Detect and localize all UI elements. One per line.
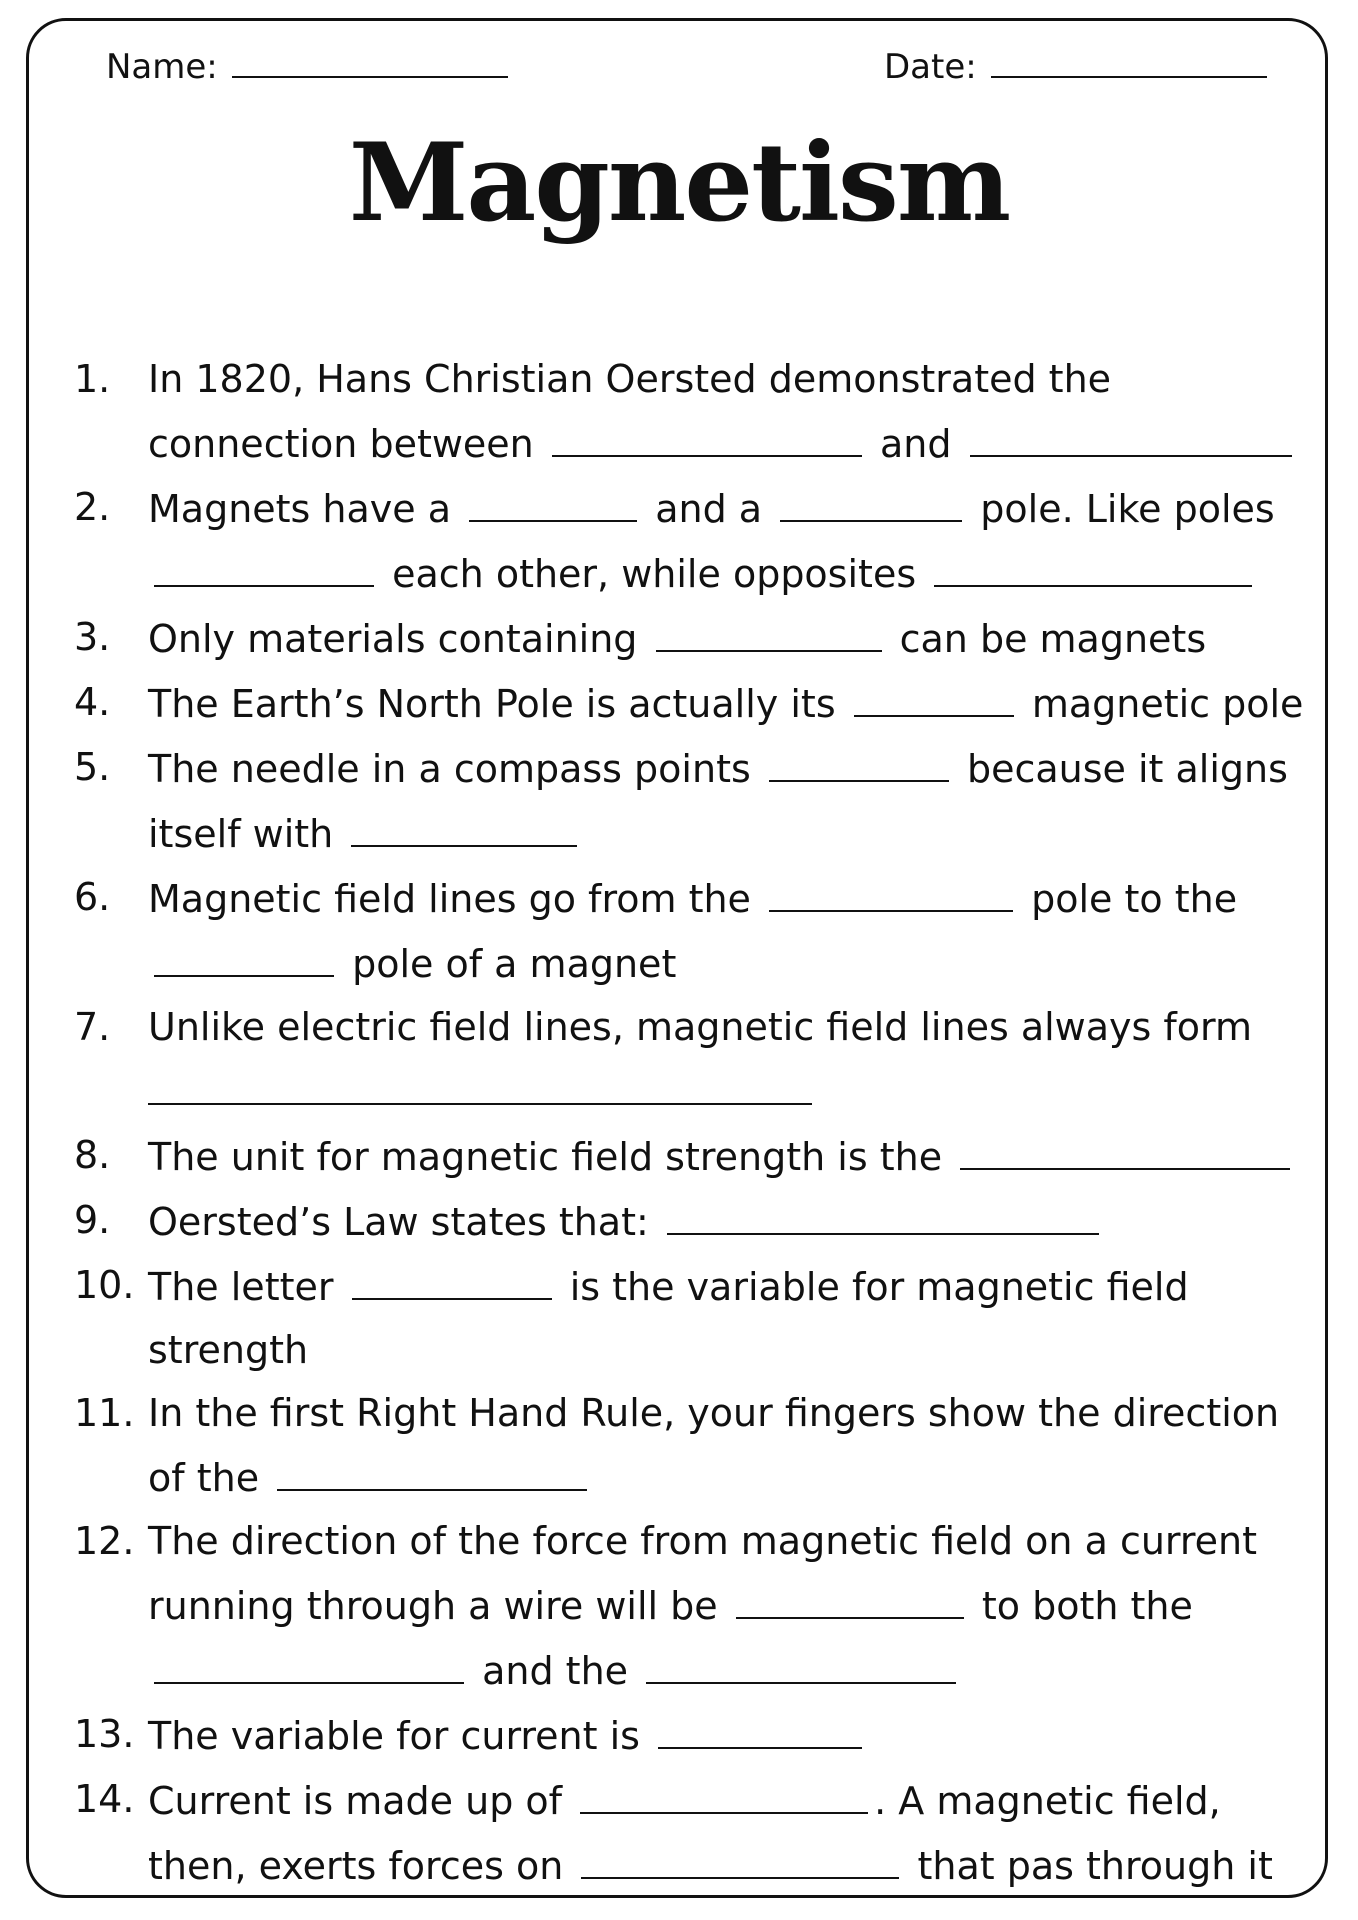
answer-blank[interactable] (580, 1768, 868, 1814)
question-number: 1. (74, 357, 111, 401)
question-number: 14. (74, 1777, 135, 1821)
answer-blank[interactable] (277, 1445, 587, 1491)
question-number: 12. (74, 1519, 135, 1563)
name-label: Name: (106, 47, 218, 87)
answer-blank[interactable] (552, 411, 862, 457)
answer-blank[interactable] (934, 541, 1252, 587)
question-text: Unlike electric field lines, magnetic field lines always form (148, 1005, 1253, 1049)
question-text: and a (655, 487, 763, 531)
question-text: The direction of the force from magnetic field on a current running through a wire will be (148, 1519, 1258, 1628)
name-blank[interactable] (232, 46, 508, 78)
answer-blank[interactable] (154, 541, 374, 587)
answer-blank[interactable] (581, 1833, 899, 1879)
date-blank[interactable] (991, 46, 1267, 78)
question-10 (74, 1254, 1304, 1382)
question-text: and the (482, 1649, 629, 1693)
question-number: 9. (74, 1198, 111, 1242)
question-text: The unit for magnetic field strength is the (148, 1135, 943, 1179)
question-14 (74, 1768, 1304, 1898)
question-text: that pas through it (917, 1844, 1273, 1888)
question-3 (74, 606, 1304, 671)
answer-blank[interactable] (154, 931, 334, 977)
answer-blank[interactable] (154, 1638, 464, 1684)
question-list (74, 348, 1304, 1898)
answer-blank[interactable] (769, 866, 1013, 912)
question-text: Magnetic field lines go from the (148, 877, 751, 921)
question-1 (74, 348, 1304, 476)
question-number: 2. (74, 485, 111, 529)
question-text: pole of a magnet (352, 942, 677, 986)
question-text: can be magnets (899, 617, 1207, 661)
date-field (884, 46, 1267, 87)
question-text: . A magnetic field, then, exerts forces on (148, 1779, 1221, 1888)
question-text: The letter (148, 1265, 334, 1309)
question-text: The needle in a compass points (148, 747, 751, 791)
question-text: magnetic pole (1031, 682, 1304, 726)
question-text: In 1820, Hans Christian Oersted demonstrated the connection between (148, 357, 1112, 466)
answer-blank[interactable] (970, 411, 1292, 457)
question-number: 3. (74, 615, 111, 659)
answer-blank[interactable] (769, 736, 949, 782)
answer-blank[interactable] (854, 671, 1014, 717)
question-number: 6. (74, 875, 111, 919)
question-5 (74, 736, 1304, 866)
question-12 (74, 1510, 1304, 1703)
question-text: is the variable for magnetic field strength (148, 1265, 1189, 1372)
question-text: In the first Right Hand Rule, your fingers show the direction of the (148, 1391, 1280, 1500)
question-text: to both the (981, 1584, 1193, 1628)
question-number: 13. (74, 1712, 135, 1756)
date-label: Date: (884, 47, 977, 87)
question-9 (74, 1189, 1304, 1254)
answer-blank[interactable] (780, 476, 962, 522)
answer-blank[interactable] (646, 1638, 956, 1684)
question-7 (74, 996, 1304, 1124)
question-number: 11. (74, 1391, 135, 1435)
question-number: 10. (74, 1263, 135, 1307)
question-text: pole to the (1031, 877, 1238, 921)
question-text: because it aligns itself with (148, 747, 1288, 856)
worksheet-title: Magnetism (348, 120, 1010, 246)
answer-blank[interactable] (667, 1189, 1099, 1235)
answer-blank[interactable] (351, 801, 577, 847)
question-text: pole. Like poles (980, 487, 1275, 531)
question-4 (74, 671, 1304, 736)
answer-blank[interactable] (658, 1703, 862, 1749)
question-number: 8. (74, 1133, 111, 1177)
answer-blank[interactable] (352, 1254, 552, 1300)
question-number: 4. (74, 680, 111, 724)
answer-blank[interactable] (656, 606, 882, 652)
question-text: each other, while opposites (392, 552, 917, 596)
question-11 (74, 1382, 1304, 1510)
question-text: Current is made up of (148, 1779, 563, 1823)
question-text: The Earth’s North Pole is actually its (148, 682, 836, 726)
answer-blank[interactable] (148, 1059, 812, 1105)
name-field (106, 46, 508, 87)
answer-blank[interactable] (960, 1124, 1290, 1170)
question-6 (74, 866, 1304, 996)
question-2 (74, 476, 1304, 606)
question-text: The variable for current is (148, 1714, 640, 1758)
answer-blank[interactable] (469, 476, 637, 522)
question-number: 5. (74, 745, 111, 789)
question-8 (74, 1124, 1304, 1189)
question-text: Oersted’s Law states that: (148, 1200, 649, 1244)
question-text: Only materials containing (148, 617, 638, 661)
question-13 (74, 1703, 1304, 1768)
question-number: 7. (74, 1005, 111, 1049)
question-text: and (879, 422, 952, 466)
answer-blank[interactable] (736, 1573, 964, 1619)
question-text: Magnets have a (148, 487, 452, 531)
